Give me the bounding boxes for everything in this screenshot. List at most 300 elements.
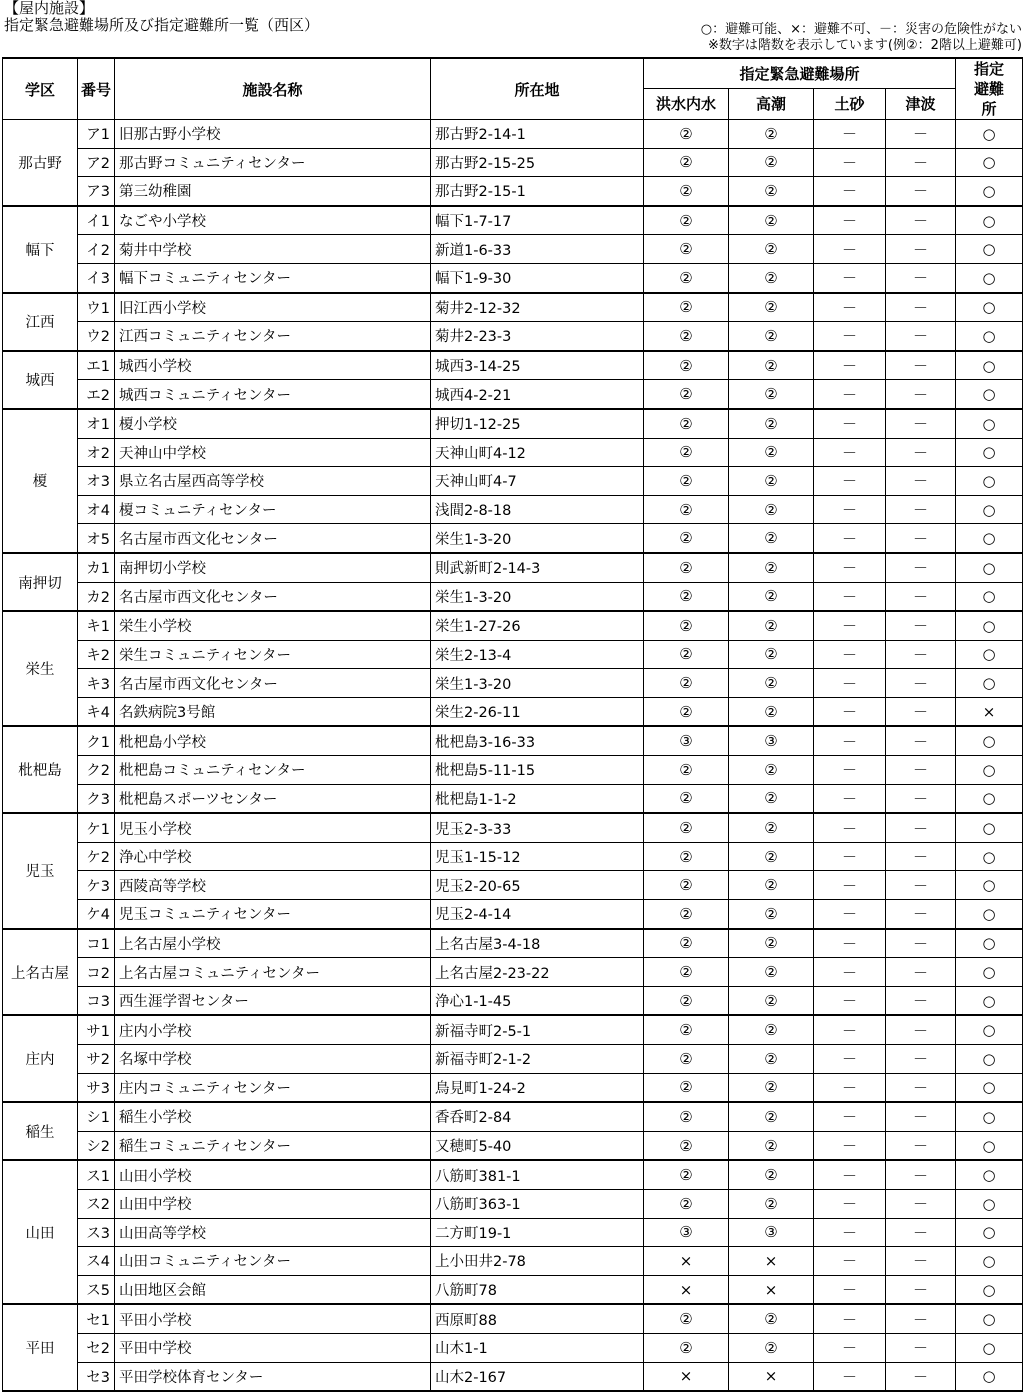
district-cell: 栄生 bbox=[3, 611, 78, 726]
header-address: 所在地 bbox=[431, 58, 644, 120]
landslide-status: － bbox=[814, 1218, 886, 1247]
tide-status: ② bbox=[729, 177, 814, 206]
facility-name: 菊井中学校 bbox=[115, 235, 431, 264]
tsunami-status: － bbox=[886, 842, 956, 871]
tsunami-status: － bbox=[886, 263, 956, 292]
tide-status: ② bbox=[729, 1045, 814, 1074]
tsunami-status: － bbox=[886, 958, 956, 987]
flood-status: ② bbox=[644, 611, 729, 640]
facility-name: 山田高等学校 bbox=[115, 1218, 431, 1247]
facility-name: 平田小学校 bbox=[115, 1304, 431, 1333]
landslide-status: － bbox=[814, 524, 886, 553]
flood-status: ② bbox=[644, 380, 729, 409]
facility-address: 栄生1-3-20 bbox=[431, 582, 644, 611]
landslide-status: － bbox=[814, 784, 886, 813]
landslide-status: － bbox=[814, 409, 886, 438]
shelter-status: ○ bbox=[956, 177, 1023, 206]
shelter-table bbox=[2, 57, 1023, 1392]
table-row bbox=[3, 235, 1023, 264]
tide-status: ② bbox=[729, 495, 814, 524]
header-flood: 洪水内水 bbox=[644, 88, 729, 119]
flood-status: ② bbox=[644, 784, 729, 813]
facility-name: 那古野コミュニティセンター bbox=[115, 148, 431, 177]
facility-address: 上名古屋3-4-18 bbox=[431, 929, 644, 958]
shelter-status: ○ bbox=[956, 813, 1023, 842]
tsunami-status: － bbox=[886, 929, 956, 958]
table-row bbox=[3, 1247, 1023, 1276]
tide-status: ② bbox=[729, 293, 814, 322]
flood-status: ② bbox=[644, 206, 729, 235]
tsunami-status: － bbox=[886, 177, 956, 206]
landslide-status: － bbox=[814, 1189, 886, 1218]
facility-number: ア1 bbox=[78, 120, 115, 149]
header-name: 施設名称 bbox=[115, 58, 431, 120]
tsunami-status: － bbox=[886, 640, 956, 669]
tsunami-status: － bbox=[886, 1131, 956, 1160]
table-row bbox=[3, 813, 1023, 842]
table-row bbox=[3, 1304, 1023, 1333]
facility-name: 幅下コミュニティセンター bbox=[115, 263, 431, 292]
facility-number: ク1 bbox=[78, 726, 115, 755]
tide-status: ② bbox=[729, 263, 814, 292]
tide-status: ② bbox=[729, 900, 814, 929]
facility-address: 新道1-6-33 bbox=[431, 235, 644, 264]
facility-address: 栄生1-3-20 bbox=[431, 669, 644, 698]
shelter-status: ○ bbox=[956, 1218, 1023, 1247]
facility-address: 菊井2-12-32 bbox=[431, 293, 644, 322]
tide-status: ② bbox=[729, 582, 814, 611]
tide-status: ② bbox=[729, 1102, 814, 1131]
facility-name: 児玉コミュニティセンター bbox=[115, 900, 431, 929]
landslide-status: － bbox=[814, 1333, 886, 1362]
facility-number: コ1 bbox=[78, 929, 115, 958]
landslide-status: － bbox=[814, 120, 886, 149]
tide-status: ② bbox=[729, 206, 814, 235]
tsunami-status: － bbox=[886, 1218, 956, 1247]
document-title: 指定緊急避難場所及び指定避難所一覧（西区） bbox=[4, 16, 320, 34]
table-row bbox=[3, 986, 1023, 1015]
facility-number: ク3 bbox=[78, 784, 115, 813]
table-row bbox=[3, 467, 1023, 496]
facility-address: 栄生1-27-26 bbox=[431, 611, 644, 640]
landslide-status: － bbox=[814, 553, 886, 582]
table-row bbox=[3, 1218, 1023, 1247]
facility-number: セ2 bbox=[78, 1333, 115, 1362]
facility-number: オ2 bbox=[78, 438, 115, 467]
facility-number: サ2 bbox=[78, 1045, 115, 1074]
flood-status: ② bbox=[644, 120, 729, 149]
shelter-status: ○ bbox=[956, 263, 1023, 292]
table-row bbox=[3, 1160, 1023, 1189]
header-landslide: 土砂 bbox=[814, 88, 886, 119]
shelter-status: ○ bbox=[956, 206, 1023, 235]
facility-address: 浄心1-1-45 bbox=[431, 986, 644, 1015]
shelter-status: ○ bbox=[956, 784, 1023, 813]
facility-number: ケ1 bbox=[78, 813, 115, 842]
flood-status: ② bbox=[644, 813, 729, 842]
facility-number: ケ4 bbox=[78, 900, 115, 929]
facility-address: 城西3-14-25 bbox=[431, 351, 644, 380]
landslide-status: － bbox=[814, 1131, 886, 1160]
flood-status: ② bbox=[644, 553, 729, 582]
flood-status: ② bbox=[644, 1102, 729, 1131]
facility-address: 浅間2-8-18 bbox=[431, 495, 644, 524]
facility-address: 新福寺町2-1-2 bbox=[431, 1045, 644, 1074]
shelter-status: ○ bbox=[956, 351, 1023, 380]
shelter-status: ○ bbox=[956, 1333, 1023, 1362]
tsunami-status: － bbox=[886, 1102, 956, 1131]
tsunami-status: － bbox=[886, 380, 956, 409]
tsunami-status: － bbox=[886, 1045, 956, 1074]
district-cell: 枇杷島 bbox=[3, 726, 78, 813]
landslide-status: － bbox=[814, 1304, 886, 1333]
tsunami-status: － bbox=[886, 784, 956, 813]
tide-status: ② bbox=[729, 467, 814, 496]
tsunami-status: － bbox=[886, 1189, 956, 1218]
facility-number: シ1 bbox=[78, 1102, 115, 1131]
table-row bbox=[3, 871, 1023, 900]
facility-name: 県立名古屋西高等学校 bbox=[115, 467, 431, 496]
tsunami-status: － bbox=[886, 813, 956, 842]
flood-status: ② bbox=[644, 697, 729, 726]
table-row bbox=[3, 784, 1023, 813]
flood-status: ② bbox=[644, 1131, 729, 1160]
shelter-status: ○ bbox=[956, 1362, 1023, 1391]
facility-address: 山木1-1 bbox=[431, 1333, 644, 1362]
facility-name: 榎小学校 bbox=[115, 409, 431, 438]
tide-status: ② bbox=[729, 929, 814, 958]
facility-name: 山田小学校 bbox=[115, 1160, 431, 1189]
flood-status: ② bbox=[644, 1015, 729, 1044]
shelter-status: ○ bbox=[956, 929, 1023, 958]
flood-status: × bbox=[644, 1275, 729, 1304]
tide-status: ② bbox=[729, 1333, 814, 1362]
facility-name: 西生涯学習センター bbox=[115, 986, 431, 1015]
shelter-status: ○ bbox=[956, 409, 1023, 438]
header-district: 学区 bbox=[3, 58, 78, 120]
shelter-status: ○ bbox=[956, 1189, 1023, 1218]
facility-address: 則武新町2-14-3 bbox=[431, 553, 644, 582]
facility-name: 名古屋市西文化センター bbox=[115, 582, 431, 611]
shelter-status: ○ bbox=[956, 524, 1023, 553]
facility-address: 天神山町4-7 bbox=[431, 467, 644, 496]
facility-address: 児玉2-20-65 bbox=[431, 871, 644, 900]
tsunami-status: － bbox=[886, 1304, 956, 1333]
tsunami-status: － bbox=[886, 1275, 956, 1304]
flood-status: ② bbox=[644, 467, 729, 496]
facility-address: 西原町88 bbox=[431, 1304, 644, 1333]
facility-name: 旧江西小学校 bbox=[115, 293, 431, 322]
facility-number: サ3 bbox=[78, 1073, 115, 1102]
district-cell: 稲生 bbox=[3, 1102, 78, 1160]
legend-block bbox=[701, 22, 1022, 54]
shelter-status: ○ bbox=[956, 726, 1023, 755]
facility-name: 稲生小学校 bbox=[115, 1102, 431, 1131]
facility-name: 平田中学校 bbox=[115, 1333, 431, 1362]
table-row bbox=[3, 900, 1023, 929]
flood-status: × bbox=[644, 1247, 729, 1276]
district-cell: 山田 bbox=[3, 1160, 78, 1304]
flood-status: ② bbox=[644, 263, 729, 292]
legend-text: ○：避難可能、×：避難不可、－：災害の危険性がない bbox=[700, 22, 1022, 37]
landslide-status: － bbox=[814, 842, 886, 871]
tsunami-status: － bbox=[886, 120, 956, 149]
shelter-status: ○ bbox=[956, 1304, 1023, 1333]
tsunami-status: － bbox=[886, 986, 956, 1015]
facility-address: 上小田井2-78 bbox=[431, 1247, 644, 1276]
tide-status: ② bbox=[729, 438, 814, 467]
landslide-status: － bbox=[814, 958, 886, 987]
flood-status: ② bbox=[644, 322, 729, 351]
tide-status: × bbox=[729, 1247, 814, 1276]
facility-name: 山田中学校 bbox=[115, 1189, 431, 1218]
tide-status: ② bbox=[729, 235, 814, 264]
tide-status: ② bbox=[729, 1160, 814, 1189]
facility-address: 城西4-2-21 bbox=[431, 380, 644, 409]
flood-status: ② bbox=[644, 1073, 729, 1102]
table-row bbox=[3, 148, 1023, 177]
tide-status: × bbox=[729, 1275, 814, 1304]
flood-status: ② bbox=[644, 669, 729, 698]
facility-name: 山田コミュニティセンター bbox=[115, 1247, 431, 1276]
facility-number: キ1 bbox=[78, 611, 115, 640]
facility-number: カ2 bbox=[78, 582, 115, 611]
landslide-status: － bbox=[814, 263, 886, 292]
tsunami-status: － bbox=[886, 351, 956, 380]
facility-address: 上名古屋2-23-22 bbox=[431, 958, 644, 987]
shelter-status: ○ bbox=[956, 235, 1023, 264]
facility-name: 児玉小学校 bbox=[115, 813, 431, 842]
flood-status: ② bbox=[644, 409, 729, 438]
district-cell: 那古野 bbox=[3, 120, 78, 206]
tsunami-status: － bbox=[886, 1247, 956, 1276]
facility-number: ア3 bbox=[78, 177, 115, 206]
table-row bbox=[3, 1362, 1023, 1391]
table-row bbox=[3, 611, 1023, 640]
facility-number: オ4 bbox=[78, 495, 115, 524]
landslide-status: － bbox=[814, 1045, 886, 1074]
landslide-status: － bbox=[814, 669, 886, 698]
flood-status: ② bbox=[644, 582, 729, 611]
facility-address: 菊井2-23-3 bbox=[431, 322, 644, 351]
tsunami-status: － bbox=[886, 235, 956, 264]
tsunami-status: － bbox=[886, 322, 956, 351]
landslide-status: － bbox=[814, 1073, 886, 1102]
shelter-status: ○ bbox=[956, 438, 1023, 467]
tsunami-status: － bbox=[886, 582, 956, 611]
header-emergency-group: 指定緊急避難場所 bbox=[644, 58, 956, 88]
facility-address: 枇杷島5-11-15 bbox=[431, 756, 644, 785]
facility-address: 児玉1-15-12 bbox=[431, 842, 644, 871]
header-number: 番号 bbox=[78, 58, 115, 120]
shelter-status: ○ bbox=[956, 1275, 1023, 1304]
district-cell: 平田 bbox=[3, 1304, 78, 1391]
facility-name: 栄生小学校 bbox=[115, 611, 431, 640]
landslide-status: － bbox=[814, 177, 886, 206]
facility-number: イ1 bbox=[78, 206, 115, 235]
facility-number: ス3 bbox=[78, 1218, 115, 1247]
facility-number: ス4 bbox=[78, 1247, 115, 1276]
facility-number: オ3 bbox=[78, 467, 115, 496]
facility-number: エ1 bbox=[78, 351, 115, 380]
facility-number: キ3 bbox=[78, 669, 115, 698]
shelter-status: ○ bbox=[956, 1247, 1023, 1276]
facility-number: エ2 bbox=[78, 380, 115, 409]
document-header bbox=[4, 0, 319, 34]
flood-status: ② bbox=[644, 929, 729, 958]
facility-address: 八筋町78 bbox=[431, 1275, 644, 1304]
facility-name: 江西コミュニティセンター bbox=[115, 322, 431, 351]
tsunami-status: － bbox=[886, 900, 956, 929]
tsunami-status: － bbox=[886, 409, 956, 438]
table-row bbox=[3, 842, 1023, 871]
facility-name: 庄内小学校 bbox=[115, 1015, 431, 1044]
shelter-status: ○ bbox=[956, 640, 1023, 669]
tsunami-status: － bbox=[886, 293, 956, 322]
tide-status: ② bbox=[729, 1073, 814, 1102]
facility-name: 浄心中学校 bbox=[115, 842, 431, 871]
tide-status: ② bbox=[729, 322, 814, 351]
facility-address: 二方町19-1 bbox=[431, 1218, 644, 1247]
tide-status: ② bbox=[729, 148, 814, 177]
table-row bbox=[3, 1189, 1023, 1218]
district-cell: 庄内 bbox=[3, 1015, 78, 1102]
tide-status: ② bbox=[729, 380, 814, 409]
tide-status: ② bbox=[729, 1015, 814, 1044]
landslide-status: － bbox=[814, 438, 886, 467]
landslide-status: － bbox=[814, 495, 886, 524]
flood-status: ② bbox=[644, 148, 729, 177]
facility-name: 山田地区会館 bbox=[115, 1275, 431, 1304]
facility-name: 枇杷島スポーツセンター bbox=[115, 784, 431, 813]
facility-number: オ5 bbox=[78, 524, 115, 553]
flood-status: × bbox=[644, 1362, 729, 1391]
tide-status: ② bbox=[729, 813, 814, 842]
table-row bbox=[3, 409, 1023, 438]
landslide-status: － bbox=[814, 148, 886, 177]
facility-number: コ3 bbox=[78, 986, 115, 1015]
flood-status: ② bbox=[644, 1333, 729, 1362]
flood-status: ② bbox=[644, 235, 729, 264]
district-cell: 城西 bbox=[3, 351, 78, 409]
facility-number: カ1 bbox=[78, 553, 115, 582]
tide-status: ② bbox=[729, 669, 814, 698]
tide-status: ② bbox=[729, 756, 814, 785]
tsunami-status: － bbox=[886, 1073, 956, 1102]
flood-status: ② bbox=[644, 293, 729, 322]
tide-status: ② bbox=[729, 1189, 814, 1218]
facility-number: イ3 bbox=[78, 263, 115, 292]
facility-number: サ1 bbox=[78, 1015, 115, 1044]
table-body bbox=[3, 120, 1023, 1392]
facility-name: 西陵高等学校 bbox=[115, 871, 431, 900]
facility-address: 押切1-12-25 bbox=[431, 409, 644, 438]
facility-address: 枇杷島3-16-33 bbox=[431, 726, 644, 755]
facility-number: ケ3 bbox=[78, 871, 115, 900]
tsunami-status: － bbox=[886, 553, 956, 582]
shelter-status: ○ bbox=[956, 1073, 1023, 1102]
table-row bbox=[3, 495, 1023, 524]
flood-status: ② bbox=[644, 756, 729, 785]
table-row bbox=[3, 1275, 1023, 1304]
shelter-status: ○ bbox=[956, 495, 1023, 524]
facility-number: コ2 bbox=[78, 958, 115, 987]
facility-number: オ1 bbox=[78, 409, 115, 438]
flood-status: ② bbox=[644, 495, 729, 524]
header-shelter bbox=[956, 58, 1023, 120]
facility-address: 栄生1-3-20 bbox=[431, 524, 644, 553]
tide-status: ② bbox=[729, 871, 814, 900]
facility-number: イ2 bbox=[78, 235, 115, 264]
facility-number: ウ1 bbox=[78, 293, 115, 322]
tide-status: ② bbox=[729, 697, 814, 726]
table-row bbox=[3, 756, 1023, 785]
header-tsunami: 津波 bbox=[886, 88, 956, 119]
table-row bbox=[3, 438, 1023, 467]
landslide-status: － bbox=[814, 1362, 886, 1391]
flood-status: ② bbox=[644, 1189, 729, 1218]
landslide-status: － bbox=[814, 929, 886, 958]
facility-name: 枇杷島コミュニティセンター bbox=[115, 756, 431, 785]
landslide-status: － bbox=[814, 640, 886, 669]
table-row bbox=[3, 553, 1023, 582]
table-row bbox=[3, 1045, 1023, 1074]
facility-name: 城西コミュニティセンター bbox=[115, 380, 431, 409]
table-row bbox=[3, 929, 1023, 958]
landslide-status: － bbox=[814, 1102, 886, 1131]
shelter-status: ○ bbox=[956, 669, 1023, 698]
shelter-status: ○ bbox=[956, 120, 1023, 149]
facility-name: 庄内コミュニティセンター bbox=[115, 1073, 431, 1102]
facility-name: 名鉄病院3号館 bbox=[115, 697, 431, 726]
facility-number: ス2 bbox=[78, 1189, 115, 1218]
flood-status: ② bbox=[644, 900, 729, 929]
shelter-status: ○ bbox=[956, 148, 1023, 177]
shelter-status: ○ bbox=[956, 1015, 1023, 1044]
tide-status: ② bbox=[729, 524, 814, 553]
landslide-status: － bbox=[814, 235, 886, 264]
facility-address: 那古野2-15-25 bbox=[431, 148, 644, 177]
table-row bbox=[3, 697, 1023, 726]
landslide-status: － bbox=[814, 900, 886, 929]
landslide-status: － bbox=[814, 871, 886, 900]
facility-address: 幅下1-9-30 bbox=[431, 263, 644, 292]
landslide-status: － bbox=[814, 206, 886, 235]
facility-address: 枇杷島1-1-2 bbox=[431, 784, 644, 813]
tide-status: ③ bbox=[729, 726, 814, 755]
flood-status: ③ bbox=[644, 726, 729, 755]
district-cell: 幅下 bbox=[3, 206, 78, 293]
table-row bbox=[3, 380, 1023, 409]
facility-name: 上名古屋小学校 bbox=[115, 929, 431, 958]
district-cell: 江西 bbox=[3, 293, 78, 351]
facility-name: 第三幼稚園 bbox=[115, 177, 431, 206]
table-row bbox=[3, 322, 1023, 351]
facility-number: キ4 bbox=[78, 697, 115, 726]
facility-number: ケ2 bbox=[78, 842, 115, 871]
district-cell: 上名古屋 bbox=[3, 929, 78, 1016]
facility-name: 名古屋市西文化センター bbox=[115, 524, 431, 553]
facility-name: 上名古屋コミュニティセンター bbox=[115, 958, 431, 987]
facility-number: ス1 bbox=[78, 1160, 115, 1189]
table-row bbox=[3, 726, 1023, 755]
flood-status: ② bbox=[644, 1160, 729, 1189]
category-label: 【屋内施設】 bbox=[4, 0, 95, 17]
facility-address: 幅下1-7-17 bbox=[431, 206, 644, 235]
tide-status: ② bbox=[729, 611, 814, 640]
flood-status: ② bbox=[644, 438, 729, 467]
shelter-status: ○ bbox=[956, 958, 1023, 987]
